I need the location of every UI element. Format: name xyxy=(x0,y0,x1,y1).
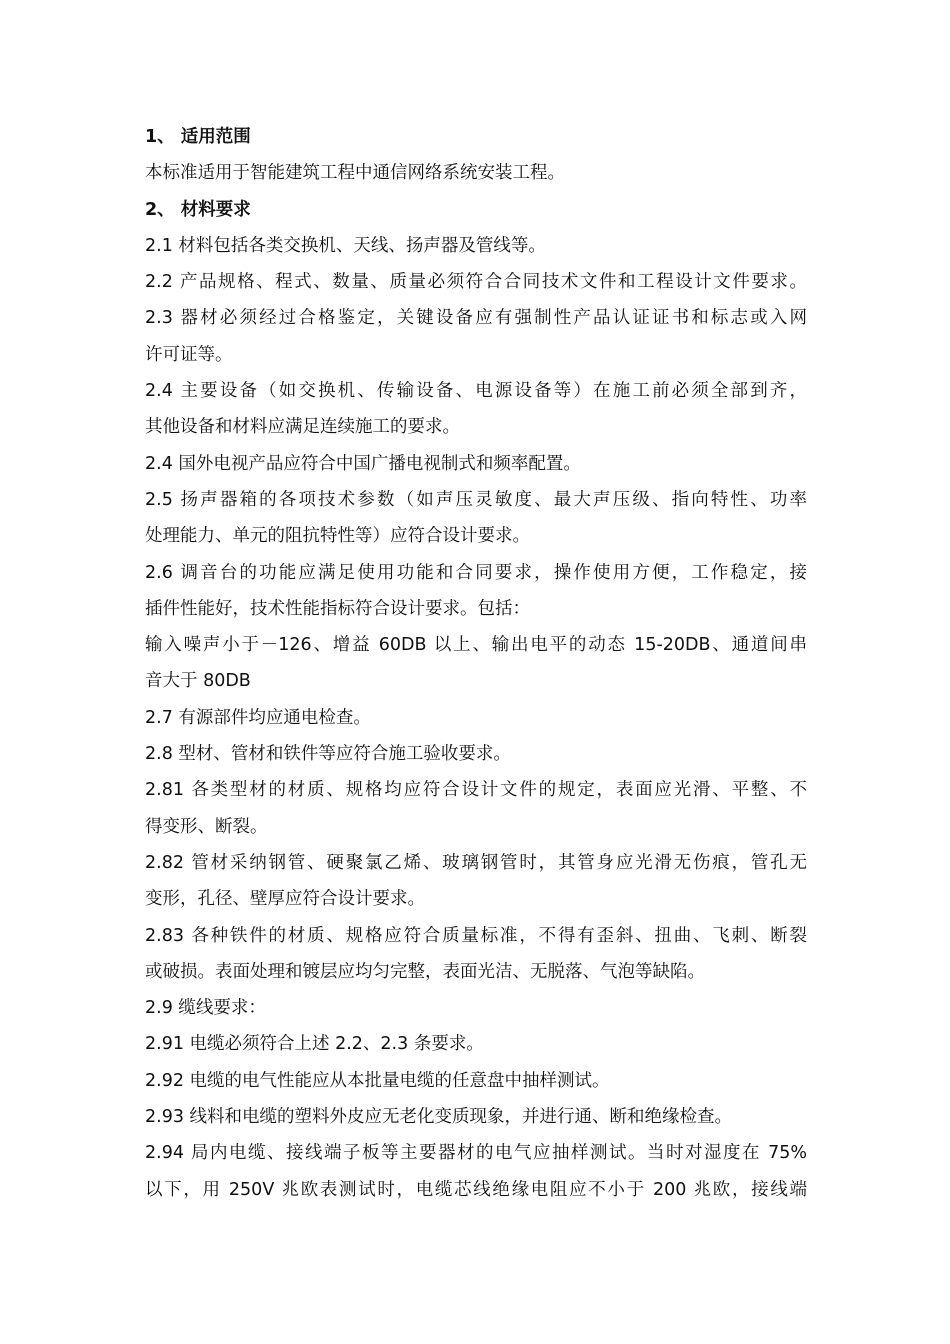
section-heading: 1、 适用范围 xyxy=(145,127,251,147)
text-line: 插件性能好，技术性能指标符合设计要求。包括： xyxy=(145,598,530,619)
text-line: 2.8 型材、管材和铁件等应符合施工验收要求。 xyxy=(145,744,511,765)
text-line: 或破损。表面处理和镀层应均匀完整，表面光洁、无脱落、气泡等缺陷。 xyxy=(145,961,705,982)
text-line: 2.6 调音台的功能应满足使用功能和合同要求，操作使用方便，工作稳定，接 xyxy=(145,562,807,583)
text-line: 2.7 有源部件均应通电检查。 xyxy=(145,707,371,728)
text-line: 输入噪声小于－126、增益 60DB 以上、输出电平的动态 15-20DB、通道间串 xyxy=(145,635,807,656)
text-line: 2.9 缆线要求： xyxy=(145,998,266,1019)
text-line: 得变形、断裂。 xyxy=(145,816,268,837)
section-heading: 2、 材料要求 xyxy=(145,199,251,220)
text-line: 音大于 80DB xyxy=(145,671,251,692)
text-line: 2.3 器材必须经过合格鉴定，关键设备应有强制性产品认证证书和标志或入网 xyxy=(145,308,807,329)
text-line: 2.5 扬声器箱的各项技术参数（如声压灵敏度、最大声压级、指向特性、功率 xyxy=(145,489,807,510)
text-line: 2.1 材料包括各类交换机、天线、扬声器及管线等。 xyxy=(145,235,546,256)
text-line: 2.82 管材采纳钢管、硬聚氯乙烯、玻璃钢管时，其管身应光滑无伤痕，管孔无 xyxy=(145,852,807,873)
text-line: 2.83 各种铁件的材质、规格应符合质量标准，不得有歪斜、扭曲、飞刺、断裂 xyxy=(145,925,807,946)
text-line: 本标准适用于智能建筑工程中通信网络系统安装工程。 xyxy=(145,163,565,184)
text-line: 变形，孔径、壁厚应符合设计要求。 xyxy=(145,889,425,910)
text-line: 2.4 主要设备（如交换机、传输设备、电源设备等）在施工前必须全部到齐， xyxy=(145,381,807,402)
text-line: 许可证等。 xyxy=(145,344,233,365)
text-line: 2.94 局内电缆、接线端子板等主要器材的电气应抽样测试。当时对湿度在 75% xyxy=(145,1143,807,1164)
text-line: 2.93 线料和电缆的塑料外皮应无老化变质现象，并进行通、断和绝缘检查。 xyxy=(145,1107,733,1128)
text-line: 2.92 电缆的电气性能应从本批量电缆的任意盘中抽样测试。 xyxy=(145,1070,610,1091)
document-body xyxy=(145,119,807,1208)
text-line: 2.4 国外电视产品应符合中国广播电视制式和频率配置。 xyxy=(145,453,581,474)
text-line: 处理能力、单元的阻抗特性等）应符合设计要求。 xyxy=(145,526,530,547)
text-line: 2.2 产品规格、程式、数量、质量必须符合合同技术文件和工程设计文件要求。 xyxy=(145,272,807,293)
text-line: 其他设备和材料应满足连续施工的要求。 xyxy=(145,417,460,438)
text-line: 2.91 电缆必须符合上述 2.2、2.3 条要求。 xyxy=(145,1034,484,1055)
text-line: 以下，用 250V 兆欧表测试时，电缆芯线绝缘电阻应不小于 200 兆欧，接线端 xyxy=(145,1179,807,1200)
text-line: 2.81 各类型材的材质、规格均应符合设计文件的规定，表面应光滑、平整、不 xyxy=(145,780,807,801)
